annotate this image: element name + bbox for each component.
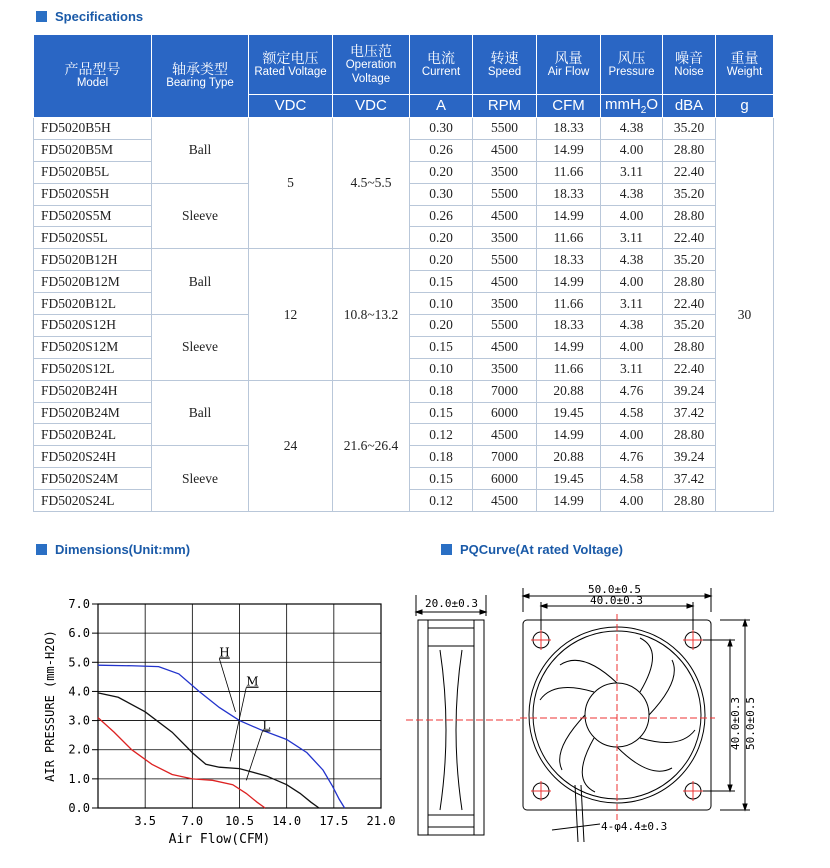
speed-cell: 6000 bbox=[473, 468, 537, 490]
fan-side-view bbox=[416, 595, 486, 835]
model-cell: FD5020S12M bbox=[34, 336, 152, 358]
model-cell: FD5020B12L bbox=[34, 293, 152, 315]
vertical-outer-label: 50.0±0.5 bbox=[744, 697, 757, 750]
flow-cell: 14.99 bbox=[537, 336, 601, 358]
flow-cell: 14.99 bbox=[537, 271, 601, 293]
current-cell: 0.20 bbox=[410, 227, 473, 249]
model-cell: FD5020S24L bbox=[34, 490, 152, 512]
table-row bbox=[34, 249, 774, 271]
current-cell: 0.10 bbox=[410, 358, 473, 380]
x-tick-label: 3.5 bbox=[134, 814, 157, 828]
side-width-label: 20.0±0.3 bbox=[425, 597, 478, 610]
unit-cell: VDC bbox=[249, 95, 333, 118]
model-cell: FD5020S24M bbox=[34, 468, 152, 490]
operation-voltage-cell: 10.8~13.2 bbox=[333, 249, 410, 380]
flow-cell: 14.99 bbox=[537, 139, 601, 161]
model-cell: FD5020B24L bbox=[34, 424, 152, 446]
pressure-cell: 4.00 bbox=[601, 336, 663, 358]
current-cell: 0.20 bbox=[410, 249, 473, 271]
header-cn: 转速 bbox=[490, 49, 519, 66]
bearing-cell: Ball bbox=[152, 118, 249, 184]
speed-cell: 5500 bbox=[473, 183, 537, 205]
flow-cell: 18.33 bbox=[537, 118, 601, 140]
rated-voltage-cell: 12 bbox=[249, 249, 333, 380]
dimensions-svg bbox=[400, 580, 770, 850]
table-row bbox=[34, 380, 774, 402]
rated-voltage-cell: 24 bbox=[249, 380, 333, 511]
pressure-cell: 4.38 bbox=[601, 315, 663, 337]
current-cell: 0.26 bbox=[410, 139, 473, 161]
pressure-cell: 4.00 bbox=[601, 490, 663, 512]
flow-cell: 14.99 bbox=[537, 424, 601, 446]
y-tick-label: 1.0 bbox=[68, 771, 90, 786]
header-en: Bearing Type bbox=[166, 77, 234, 90]
series-line-M bbox=[98, 693, 319, 808]
operation-voltage-cell: 21.6~26.4 bbox=[333, 380, 410, 511]
flow-cell: 11.66 bbox=[537, 293, 601, 315]
noise-cell: 28.80 bbox=[663, 271, 716, 293]
unit-cell: CFM bbox=[537, 95, 601, 118]
fan-front-view bbox=[523, 588, 750, 842]
header-cell bbox=[152, 35, 249, 118]
noise-cell: 28.80 bbox=[663, 424, 716, 446]
speed-cell: 5500 bbox=[473, 315, 537, 337]
speed-cell: 5500 bbox=[473, 249, 537, 271]
speed-cell: 4500 bbox=[473, 205, 537, 227]
header-cell bbox=[34, 35, 152, 118]
noise-cell: 28.80 bbox=[663, 490, 716, 512]
header-en: Rated Voltage bbox=[254, 65, 327, 78]
hole-spacing-label: 40.0±0.3 bbox=[590, 594, 643, 607]
model-cell: FD5020S5L bbox=[34, 227, 152, 249]
pressure-cell: 4.58 bbox=[601, 402, 663, 424]
speed-cell: 7000 bbox=[473, 446, 537, 468]
noise-cell: 35.20 bbox=[663, 183, 716, 205]
noise-cell: 35.20 bbox=[663, 315, 716, 337]
y-tick-label: 3.0 bbox=[68, 713, 90, 728]
x-tick-label: 17.5 bbox=[319, 814, 349, 828]
pressure-cell: 3.11 bbox=[601, 358, 663, 380]
speed-cell: 4500 bbox=[473, 139, 537, 161]
section-bullet-icon bbox=[36, 544, 47, 555]
noise-cell: 39.24 bbox=[663, 380, 716, 402]
model-cell: FD5020B24H bbox=[34, 380, 152, 402]
y-tick-label: 7.0 bbox=[68, 597, 90, 611]
speed-cell: 6000 bbox=[473, 402, 537, 424]
current-cell: 0.20 bbox=[410, 315, 473, 337]
header-cn: 轴承类型 bbox=[172, 61, 228, 78]
current-cell: 0.30 bbox=[410, 118, 473, 140]
specifications-label: Specifications bbox=[55, 9, 144, 24]
noise-cell: 22.40 bbox=[663, 227, 716, 249]
pressure-cell: 3.11 bbox=[601, 161, 663, 183]
model-cell: FD5020B24M bbox=[34, 402, 152, 424]
header-row bbox=[34, 35, 774, 95]
series-label-H: H bbox=[219, 645, 230, 660]
pressure-cell: 4.00 bbox=[601, 424, 663, 446]
x-tick-label: 10.5 bbox=[225, 814, 254, 828]
dimensions-title bbox=[36, 542, 190, 557]
flow-cell: 18.33 bbox=[537, 315, 601, 337]
pressure-cell: 4.00 bbox=[601, 205, 663, 227]
bearing-cell: Ball bbox=[152, 380, 249, 446]
specifications-table bbox=[33, 34, 774, 512]
unit-cell: RPM bbox=[473, 95, 537, 118]
flow-cell: 20.88 bbox=[537, 380, 601, 402]
pressure-cell: 4.76 bbox=[601, 380, 663, 402]
noise-cell: 37.42 bbox=[663, 402, 716, 424]
header-cn: 电流 bbox=[427, 49, 455, 66]
current-cell: 0.30 bbox=[410, 183, 473, 205]
unit-cell: VDC bbox=[333, 95, 410, 118]
header-en: Noise bbox=[674, 65, 704, 78]
header-cn: 额定电压 bbox=[262, 49, 319, 66]
pq-curve-chart bbox=[40, 592, 396, 867]
speed-cell: 4500 bbox=[473, 490, 537, 512]
pressure-cell: 3.11 bbox=[601, 293, 663, 315]
header-cell bbox=[537, 35, 601, 95]
noise-cell: 22.40 bbox=[663, 358, 716, 380]
series-leader-M bbox=[230, 688, 246, 762]
bearing-cell: Ball bbox=[152, 249, 249, 315]
holes-label: 4-φ4.4±0.3 bbox=[601, 820, 668, 833]
bearing-cell: Sleeve bbox=[152, 446, 249, 512]
rated-voltage-cell: 5 bbox=[249, 118, 333, 249]
pressure-cell: 4.76 bbox=[601, 446, 663, 468]
dimensions-label: Dimensions(Unit:mm) bbox=[55, 542, 191, 557]
flow-cell: 14.99 bbox=[537, 205, 601, 227]
table-row bbox=[34, 118, 774, 140]
model-cell: FD5020B12M bbox=[34, 271, 152, 293]
header-cell bbox=[663, 35, 716, 95]
pqcurve-title bbox=[441, 542, 623, 557]
model-cell: FD5020B5L bbox=[34, 161, 152, 183]
outer-width-label: 50.0±0.5 bbox=[588, 583, 641, 596]
weight-cell: 30 bbox=[716, 118, 774, 512]
series-label-L: L bbox=[262, 718, 271, 733]
model-cell: FD5020B5H bbox=[34, 118, 152, 140]
noise-cell: 37.42 bbox=[663, 468, 716, 490]
series-leader-H bbox=[219, 658, 235, 711]
specifications-title bbox=[36, 9, 143, 24]
header-cn: 电压范 bbox=[350, 43, 392, 60]
flow-cell: 20.88 bbox=[537, 446, 601, 468]
current-cell: 0.15 bbox=[410, 336, 473, 358]
noise-cell: 35.20 bbox=[663, 118, 716, 140]
current-cell: 0.18 bbox=[410, 380, 473, 402]
noise-cell: 22.40 bbox=[663, 293, 716, 315]
flow-cell: 14.99 bbox=[537, 490, 601, 512]
noise-cell: 22.40 bbox=[663, 161, 716, 183]
current-cell: 0.18 bbox=[410, 446, 473, 468]
header-en: Speed bbox=[487, 65, 522, 78]
header-cn: 噪音 bbox=[675, 49, 703, 66]
speed-cell: 4500 bbox=[473, 336, 537, 358]
flow-cell: 18.33 bbox=[537, 183, 601, 205]
table-body bbox=[34, 118, 774, 512]
header-en: Pressure bbox=[608, 65, 655, 78]
bearing-cell: Sleeve bbox=[152, 183, 249, 249]
speed-cell: 3500 bbox=[473, 293, 537, 315]
model-cell: FD5020S12L bbox=[34, 358, 152, 380]
pqcurve-label: PQCurve(At rated Voltage) bbox=[460, 542, 624, 557]
pressure-cell: 3.11 bbox=[601, 227, 663, 249]
y-axis-label: AIR PRESSURE (mm-H2O) bbox=[43, 630, 57, 782]
y-tick-label: 5.0 bbox=[68, 655, 90, 670]
y-tick-label: 6.0 bbox=[68, 626, 90, 641]
flow-cell: 18.33 bbox=[537, 249, 601, 271]
header-en: Current bbox=[421, 65, 461, 78]
header-cell bbox=[333, 35, 410, 95]
vertical-inner-label: 40.0±0.3 bbox=[729, 697, 742, 750]
noise-cell: 28.80 bbox=[663, 139, 716, 161]
current-cell: 0.12 bbox=[410, 424, 473, 446]
flow-cell: 19.45 bbox=[537, 402, 601, 424]
header-cn: 风压 bbox=[617, 49, 646, 66]
x-tick-label: 7.0 bbox=[181, 814, 204, 828]
current-cell: 0.15 bbox=[410, 468, 473, 490]
pressure-cell: 4.38 bbox=[601, 183, 663, 205]
unit-cell: mmH$_2$O bbox=[601, 95, 663, 118]
pressure-cell: 4.38 bbox=[601, 118, 663, 140]
model-cell: FD5020S5M bbox=[34, 205, 152, 227]
noise-cell: 28.80 bbox=[663, 336, 716, 358]
model-cell: FD5020S12H bbox=[34, 315, 152, 337]
current-cell: 0.20 bbox=[410, 161, 473, 183]
pressure-cell: 4.38 bbox=[601, 249, 663, 271]
current-cell: 0.10 bbox=[410, 293, 473, 315]
speed-cell: 3500 bbox=[473, 161, 537, 183]
noise-cell: 35.20 bbox=[663, 249, 716, 271]
x-tick-label: 14.0 bbox=[272, 814, 302, 828]
series-label-M: M bbox=[246, 674, 259, 689]
model-cell: FD5020S5H bbox=[34, 183, 152, 205]
pressure-cell: 4.58 bbox=[601, 468, 663, 490]
unit-cell: dBA bbox=[663, 95, 716, 118]
pq-curve-svg bbox=[40, 592, 396, 862]
unit-cell: g bbox=[716, 95, 774, 118]
x-axis-label: Air Flow(CFM) bbox=[168, 832, 271, 847]
pressure-cell: 4.00 bbox=[601, 271, 663, 293]
y-tick-label: 0.0 bbox=[68, 801, 90, 815]
current-cell: 0.15 bbox=[410, 402, 473, 424]
speed-cell: 5500 bbox=[473, 118, 537, 140]
current-cell: 0.12 bbox=[410, 490, 473, 512]
unit-cell: A bbox=[410, 95, 473, 118]
speed-cell: 3500 bbox=[473, 227, 537, 249]
header-cell bbox=[601, 35, 663, 95]
model-cell: FD5020S24H bbox=[34, 446, 152, 468]
header-cell bbox=[716, 35, 774, 95]
current-cell: 0.26 bbox=[410, 205, 473, 227]
header-cell bbox=[249, 35, 333, 95]
header-cn: 重量 bbox=[730, 49, 759, 66]
pressure-cell: 4.00 bbox=[601, 139, 663, 161]
flow-cell: 11.66 bbox=[537, 358, 601, 380]
flow-cell: 11.66 bbox=[537, 227, 601, 249]
header-en: Weight bbox=[726, 65, 763, 78]
flow-cell: 19.45 bbox=[537, 468, 601, 490]
operation-voltage-cell: 4.5~5.5 bbox=[333, 118, 410, 249]
speed-cell: 4500 bbox=[473, 424, 537, 446]
model-cell: FD5020B12H bbox=[34, 249, 152, 271]
x-tick-label: 21.0 bbox=[366, 814, 396, 828]
header-en: Model bbox=[76, 77, 109, 90]
speed-cell: 4500 bbox=[473, 271, 537, 293]
header-cn: 产品型号 bbox=[64, 61, 121, 78]
y-tick-label: 2.0 bbox=[68, 742, 90, 757]
y-tick-label: 4.0 bbox=[68, 684, 90, 699]
current-cell: 0.15 bbox=[410, 271, 473, 293]
speed-cell: 3500 bbox=[473, 358, 537, 380]
model-cell: FD5020B5M bbox=[34, 139, 152, 161]
series-line-H bbox=[98, 665, 345, 808]
header-cell bbox=[410, 35, 473, 95]
noise-cell: 39.24 bbox=[663, 446, 716, 468]
header-en: Air Flow bbox=[547, 65, 590, 78]
dimensions-drawing bbox=[400, 580, 770, 855]
speed-cell: 7000 bbox=[473, 380, 537, 402]
noise-cell: 28.80 bbox=[663, 205, 716, 227]
flow-cell: 11.66 bbox=[537, 161, 601, 183]
section-bullet-icon bbox=[36, 11, 47, 22]
header-en: Operation Voltage bbox=[345, 59, 397, 85]
header-cn: 风量 bbox=[554, 49, 583, 66]
header-cell bbox=[473, 35, 537, 95]
series-line-L bbox=[98, 718, 265, 808]
section-bullet-icon bbox=[441, 544, 452, 555]
bearing-cell: Sleeve bbox=[152, 315, 249, 381]
